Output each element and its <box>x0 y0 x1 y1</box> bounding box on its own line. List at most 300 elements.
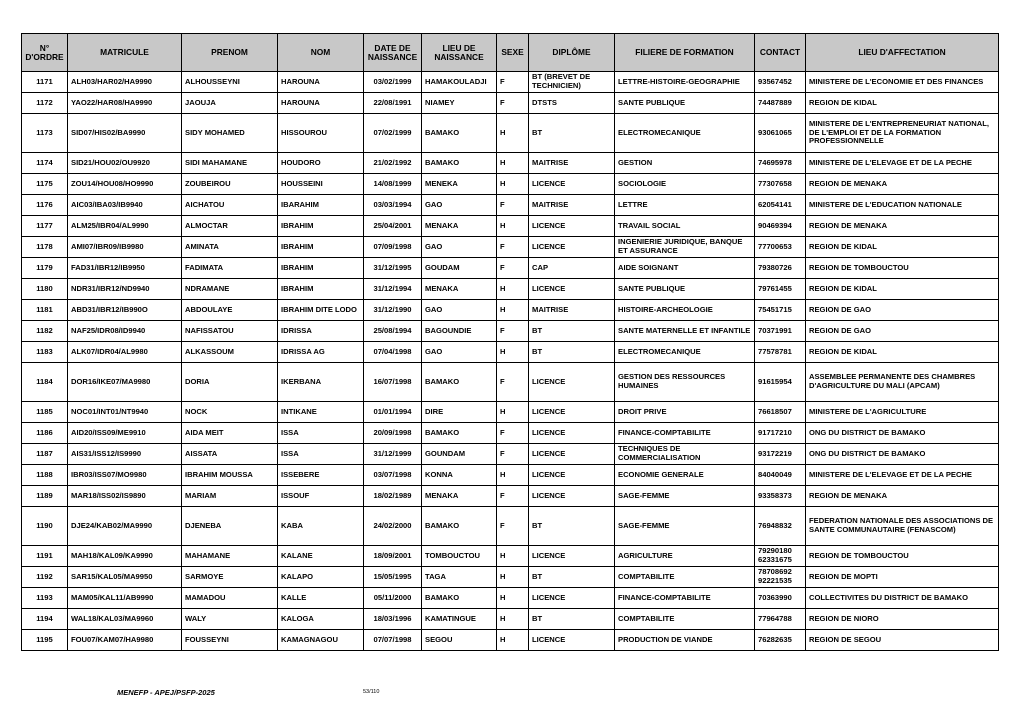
cell-contact: 74695978 <box>755 153 806 174</box>
col-header-filiere: FILIERE DE FORMATION <box>615 34 755 72</box>
cell-lieu: GAO <box>422 195 497 216</box>
cell-sexe: F <box>497 321 529 342</box>
cell-lieu: MENEKA <box>422 174 497 195</box>
cell-contact: 93567452 <box>755 72 806 93</box>
table-row <box>22 195 999 216</box>
cell-diplome: CAP <box>529 258 615 279</box>
cell-date: 25/04/2001 <box>364 216 422 237</box>
table-row <box>22 258 999 279</box>
cell-num: 1193 <box>22 588 68 609</box>
cell-lieu: NIAMEY <box>422 93 497 114</box>
cell-nom: KALOGA <box>278 609 364 630</box>
cell-date: 01/01/1994 <box>364 402 422 423</box>
cell-date: 31/12/1995 <box>364 258 422 279</box>
cell-num: 1177 <box>22 216 68 237</box>
cell-num: 1195 <box>22 630 68 651</box>
cell-diplome: LICENCE <box>529 588 615 609</box>
table-row <box>22 444 999 465</box>
cell-filiere: SOCIOLOGIE <box>615 174 755 195</box>
cell-contact: 76282635 <box>755 630 806 651</box>
cell-nom: HOUSSEINI <box>278 174 364 195</box>
cell-num: 1190 <box>22 507 68 546</box>
cell-lieu: BAMAKO <box>422 363 497 402</box>
cell-diplome: MAITRISE <box>529 300 615 321</box>
cell-contact: 91615954 <box>755 363 806 402</box>
table-row <box>22 114 999 153</box>
cell-date: 20/09/1998 <box>364 423 422 444</box>
cell-contact: 77964788 <box>755 609 806 630</box>
table-row <box>22 423 999 444</box>
cell-sexe: F <box>497 363 529 402</box>
cell-prenom: AISSATA <box>182 444 278 465</box>
table-row <box>22 237 999 258</box>
cell-contact: 77307658 <box>755 174 806 195</box>
cell-sexe: F <box>497 93 529 114</box>
cell-num: 1192 <box>22 567 68 588</box>
cell-date: 07/09/1998 <box>364 237 422 258</box>
cell-contact: 78708692 92221535 <box>755 567 806 588</box>
cell-filiere: INGENIERIE JURIDIQUE, BANQUE ET ASSURANCE <box>615 237 755 258</box>
cell-matricule: NOC01/INT01/NT9940 <box>68 402 182 423</box>
cell-matricule: FAD31/IBR12/IB9950 <box>68 258 182 279</box>
cell-prenom: NAFISSATOU <box>182 321 278 342</box>
cell-matricule: ALM25/IBR04/AL9990 <box>68 216 182 237</box>
cell-nom: ISSA <box>278 423 364 444</box>
cell-matricule: AIC03/IBA03/IB9940 <box>68 195 182 216</box>
cell-num: 1188 <box>22 465 68 486</box>
cell-contact: 70371991 <box>755 321 806 342</box>
cell-sexe: H <box>497 402 529 423</box>
cell-lieu: GAO <box>422 300 497 321</box>
cell-lieu: GOUDAM <box>422 258 497 279</box>
table-row <box>22 153 999 174</box>
cell-nom: IBRAHIM <box>278 279 364 300</box>
cell-matricule: SID21/HOU02/OU9920 <box>68 153 182 174</box>
cell-date: 07/07/1998 <box>364 630 422 651</box>
cell-prenom: SIDI MAHAMANE <box>182 153 278 174</box>
cell-prenom: MAMADOU <box>182 588 278 609</box>
cell-contact: 90469394 <box>755 216 806 237</box>
cell-nom: IKERBANA <box>278 363 364 402</box>
cell-date: 18/03/1996 <box>364 609 422 630</box>
cell-num: 1178 <box>22 237 68 258</box>
cell-filiere: COMPTABILITE <box>615 567 755 588</box>
cell-sexe: F <box>497 237 529 258</box>
table-row <box>22 630 999 651</box>
col-header-affectation: LIEU D'AFFECTATION <box>806 34 999 72</box>
cell-lieu: DIRE <box>422 402 497 423</box>
cell-prenom: SARMOYE <box>182 567 278 588</box>
cell-filiere: LETTRE-HISTOIRE-GEOGRAPHIE <box>615 72 755 93</box>
cell-num: 1179 <box>22 258 68 279</box>
cell-filiere: GESTION <box>615 153 755 174</box>
cell-date: 14/08/1999 <box>364 174 422 195</box>
cell-nom: HOUDORO <box>278 153 364 174</box>
cell-lieu: BAMAKO <box>422 423 497 444</box>
cell-contact: 75451715 <box>755 300 806 321</box>
cell-prenom: AIDA MEIT <box>182 423 278 444</box>
cell-matricule: MAH18/KAL09/KA9990 <box>68 546 182 567</box>
cell-affectation: REGION DE MENAKA <box>806 174 999 195</box>
cell-matricule: FOU07/KAM07/HA9980 <box>68 630 182 651</box>
cell-filiere: AGRICULTURE <box>615 546 755 567</box>
cell-prenom: SIDY MOHAMED <box>182 114 278 153</box>
cell-contact: 62054141 <box>755 195 806 216</box>
cell-matricule: AMI07/IBR09/IB9980 <box>68 237 182 258</box>
cell-filiere: COMPTABILITE <box>615 609 755 630</box>
cell-num: 1183 <box>22 342 68 363</box>
cell-affectation: MINISTERE DE L'AGRICULTURE <box>806 402 999 423</box>
cell-diplome: BT <box>529 114 615 153</box>
cell-filiere: AIDE SOIGNANT <box>615 258 755 279</box>
cell-lieu: SEGOU <box>422 630 497 651</box>
table-body <box>22 72 999 651</box>
cell-lieu: BAGOUNDIE <box>422 321 497 342</box>
cell-diplome: LICENCE <box>529 363 615 402</box>
cell-matricule: MAR18/ISS02/IS9890 <box>68 486 182 507</box>
cell-nom: HAROUNA <box>278 72 364 93</box>
cell-num: 1186 <box>22 423 68 444</box>
cell-num: 1174 <box>22 153 68 174</box>
cell-lieu: KAMATINGUE <box>422 609 497 630</box>
cell-diplome: BT (BREVET DE TECHNICIEN) <box>529 72 615 93</box>
cell-lieu: GAO <box>422 342 497 363</box>
cell-num: 1187 <box>22 444 68 465</box>
cell-lieu: TOMBOUCTOU <box>422 546 497 567</box>
table-row <box>22 546 999 567</box>
table-row <box>22 588 999 609</box>
cell-matricule: ALK07/IDR04/AL9980 <box>68 342 182 363</box>
table-row <box>22 363 999 402</box>
cell-diplome: LICENCE <box>529 630 615 651</box>
cell-contact: 93358373 <box>755 486 806 507</box>
cell-affectation: MINISTERE DE L'ENTREPRENEURIAT NATIONAL, DE L'EMPLOI ET DE LA FORMATION PROFESSIONNELLE <box>806 114 999 153</box>
cell-date: 07/02/1999 <box>364 114 422 153</box>
cell-nom: IBRAHIM <box>278 237 364 258</box>
cell-filiere: SANTE PUBLIQUE <box>615 279 755 300</box>
cell-matricule: DJE24/KAB02/MA9990 <box>68 507 182 546</box>
cell-contact: 76948832 <box>755 507 806 546</box>
cell-nom: KALAPO <box>278 567 364 588</box>
cell-filiere: SAGE-FEMME <box>615 486 755 507</box>
cell-prenom: FADIMATA <box>182 258 278 279</box>
cell-sexe: H <box>497 300 529 321</box>
cell-sexe: H <box>497 630 529 651</box>
cell-contact: 79290180 62331675 <box>755 546 806 567</box>
cell-sexe: H <box>497 174 529 195</box>
cell-nom: ISSA <box>278 444 364 465</box>
col-header-matricule: MATRICULE <box>68 34 182 72</box>
cell-sexe: F <box>497 444 529 465</box>
cell-sexe: F <box>497 486 529 507</box>
cell-lieu: GAO <box>422 237 497 258</box>
cell-diplome: DTSTS <box>529 93 615 114</box>
cell-diplome: LICENCE <box>529 402 615 423</box>
cell-date: 18/02/1989 <box>364 486 422 507</box>
cell-matricule: NDR31/IBR12/ND9940 <box>68 279 182 300</box>
cell-sexe: H <box>497 216 529 237</box>
cell-prenom: ALMOCTAR <box>182 216 278 237</box>
cell-nom: KAMAGNAGOU <box>278 630 364 651</box>
cell-matricule: SAR15/KAL05/MA9950 <box>68 567 182 588</box>
cell-affectation: REGION DE KIDAL <box>806 342 999 363</box>
cell-prenom: FOUSSEYNI <box>182 630 278 651</box>
cell-sexe: H <box>497 114 529 153</box>
cell-date: 07/04/1998 <box>364 342 422 363</box>
cell-contact: 79761455 <box>755 279 806 300</box>
cell-num: 1194 <box>22 609 68 630</box>
cell-filiere: GESTION DES RESSOURCES HUMAINES <box>615 363 755 402</box>
cell-filiere: PRODUCTION DE VIANDE <box>615 630 755 651</box>
page-number: 53/110 <box>363 689 380 695</box>
cell-nom: KALANE <box>278 546 364 567</box>
cell-num: 1180 <box>22 279 68 300</box>
cell-date: 03/07/1998 <box>364 465 422 486</box>
cell-affectation: ONG DU DISTRICT DE BAMAKO <box>806 444 999 465</box>
cell-diplome: LICENCE <box>529 174 615 195</box>
cell-date: 25/08/1994 <box>364 321 422 342</box>
table-row <box>22 300 999 321</box>
col-header-sexe: SEXE <box>497 34 529 72</box>
cell-affectation: REGION DE TOMBOUCTOU <box>806 258 999 279</box>
cell-affectation: MINISTERE DE L'ECONOMIE ET DES FINANCES <box>806 72 999 93</box>
cell-affectation: COLLECTIVITES DU DISTRICT DE BAMAKO <box>806 588 999 609</box>
cell-affectation: REGION DE GAO <box>806 300 999 321</box>
cell-nom: ISSEBERE <box>278 465 364 486</box>
table-row <box>22 216 999 237</box>
cell-nom: IBARAHIM <box>278 195 364 216</box>
cell-matricule: ZOU14/HOU08/HO9990 <box>68 174 182 195</box>
cell-lieu: MENAKA <box>422 216 497 237</box>
col-header-lieu: LIEU DE NAISSANCE <box>422 34 497 72</box>
cell-affectation: REGION DE KIDAL <box>806 279 999 300</box>
cell-affectation: FEDERATION NATIONALE DES ASSOCIATIONS DE SANTE COMMUNAUTAIRE (FENASCOM) <box>806 507 999 546</box>
cell-nom: ISSOUF <box>278 486 364 507</box>
table-row <box>22 567 999 588</box>
cell-matricule: WAL18/KAL03/MA9960 <box>68 609 182 630</box>
cell-diplome: LICENCE <box>529 546 615 567</box>
cell-matricule: AIS31/ISS12/IS9990 <box>68 444 182 465</box>
cell-contact: 91717210 <box>755 423 806 444</box>
cell-affectation: REGION DE MOPTI <box>806 567 999 588</box>
table-row <box>22 465 999 486</box>
cell-num: 1185 <box>22 402 68 423</box>
table-row <box>22 609 999 630</box>
cell-prenom: MAHAMANE <box>182 546 278 567</box>
cell-date: 21/02/1992 <box>364 153 422 174</box>
cell-sexe: F <box>497 258 529 279</box>
cell-prenom: MARIAM <box>182 486 278 507</box>
cell-filiere: HISTOIRE-ARCHEOLOGIE <box>615 300 755 321</box>
cell-num: 1171 <box>22 72 68 93</box>
table-row <box>22 321 999 342</box>
cell-nom: INTIKANE <box>278 402 364 423</box>
cell-date: 31/12/1994 <box>364 279 422 300</box>
cell-num: 1172 <box>22 93 68 114</box>
cell-contact: 74487889 <box>755 93 806 114</box>
cell-affectation: REGION DE MENAKA <box>806 216 999 237</box>
cell-affectation: ASSEMBLEE PERMANENTE DES CHAMBRES D'AGRICULTURE DU MALI (APCAM) <box>806 363 999 402</box>
cell-num: 1191 <box>22 546 68 567</box>
cell-diplome: BT <box>529 342 615 363</box>
cell-nom: HAROUNA <box>278 93 364 114</box>
table-row <box>22 402 999 423</box>
cell-sexe: H <box>497 609 529 630</box>
cell-contact: 77578781 <box>755 342 806 363</box>
cell-diplome: LICENCE <box>529 465 615 486</box>
cell-sexe: H <box>497 342 529 363</box>
cell-sexe: F <box>497 72 529 93</box>
cell-date: 24/02/2000 <box>364 507 422 546</box>
cell-prenom: AICHATOU <box>182 195 278 216</box>
cell-affectation: MINISTERE DE L'ELEVAGE ET DE LA PECHE <box>806 153 999 174</box>
cell-nom: IBRAHIM <box>278 216 364 237</box>
cell-date: 31/12/1990 <box>364 300 422 321</box>
cell-sexe: H <box>497 546 529 567</box>
cell-date: 16/07/1998 <box>364 363 422 402</box>
cell-filiere: DROIT PRIVE <box>615 402 755 423</box>
table-row <box>22 93 999 114</box>
cell-contact: 93172219 <box>755 444 806 465</box>
cell-lieu: GOUNDAM <box>422 444 497 465</box>
cell-num: 1189 <box>22 486 68 507</box>
cell-nom: IDRISSA AG <box>278 342 364 363</box>
cell-date: 31/12/1999 <box>364 444 422 465</box>
cell-num: 1182 <box>22 321 68 342</box>
cell-affectation: MINISTERE DE L'ELEVAGE ET DE LA PECHE <box>806 465 999 486</box>
cell-prenom: JAOUJA <box>182 93 278 114</box>
cell-date: 03/03/1994 <box>364 195 422 216</box>
cell-lieu: HAMAKOULADJI <box>422 72 497 93</box>
cell-contact: 93061065 <box>755 114 806 153</box>
cell-num: 1175 <box>22 174 68 195</box>
cell-date: 15/05/1995 <box>364 567 422 588</box>
cell-diplome: MAITRISE <box>529 153 615 174</box>
cell-prenom: ALHOUSSEYNI <box>182 72 278 93</box>
cell-diplome: MAITRISE <box>529 195 615 216</box>
cell-lieu: BAMAKO <box>422 507 497 546</box>
table-row <box>22 486 999 507</box>
cell-sexe: F <box>497 507 529 546</box>
cell-matricule: NAF25/IDR08/ID9940 <box>68 321 182 342</box>
cell-matricule: SID07/HIS02/BA9990 <box>68 114 182 153</box>
roster-table <box>21 33 999 651</box>
cell-prenom: WALY <box>182 609 278 630</box>
cell-matricule: YAO22/HAR08/HA9990 <box>68 93 182 114</box>
cell-contact: 77700653 <box>755 237 806 258</box>
cell-num: 1184 <box>22 363 68 402</box>
table-row <box>22 174 999 195</box>
cell-prenom: NOCK <box>182 402 278 423</box>
cell-prenom: IBRAHIM MOUSSA <box>182 465 278 486</box>
cell-filiere: LETTRE <box>615 195 755 216</box>
cell-nom: KABA <box>278 507 364 546</box>
cell-lieu: KONNA <box>422 465 497 486</box>
cell-diplome: BT <box>529 507 615 546</box>
cell-diplome: LICENCE <box>529 216 615 237</box>
cell-contact: 70363990 <box>755 588 806 609</box>
cell-lieu: BAMAKO <box>422 153 497 174</box>
cell-lieu: MENAKA <box>422 279 497 300</box>
cell-prenom: DJENEBA <box>182 507 278 546</box>
cell-diplome: LICENCE <box>529 237 615 258</box>
cell-filiere: ELECTROMECANIQUE <box>615 114 755 153</box>
cell-lieu: TAGA <box>422 567 497 588</box>
cell-lieu: MENAKA <box>422 486 497 507</box>
col-header-contact: CONTACT <box>755 34 806 72</box>
cell-prenom: AMINATA <box>182 237 278 258</box>
cell-sexe: F <box>497 195 529 216</box>
col-header-diplome: DIPLÔME <box>529 34 615 72</box>
cell-matricule: AID20/ISS09/ME9910 <box>68 423 182 444</box>
cell-matricule: DOR16/IKE07/MA9980 <box>68 363 182 402</box>
cell-sexe: H <box>497 465 529 486</box>
cell-matricule: IBR03/ISS07/MO9980 <box>68 465 182 486</box>
cell-filiere: ELECTROMECANIQUE <box>615 342 755 363</box>
cell-nom: HISSOUROU <box>278 114 364 153</box>
cell-filiere: TRAVAIL SOCIAL <box>615 216 755 237</box>
cell-date: 22/08/1991 <box>364 93 422 114</box>
cell-filiere: FINANCE-COMPTABILITE <box>615 423 755 444</box>
col-header-ordre: N° D'ORDRE <box>22 34 68 72</box>
table-row <box>22 507 999 546</box>
cell-filiere: SANTE MATERNELLE ET INFANTILE <box>615 321 755 342</box>
cell-nom: IDRISSA <box>278 321 364 342</box>
col-header-date: DATE DE NAISSANCE <box>364 34 422 72</box>
cell-affectation: MINISTERE DE L'EDUCATION NATIONALE <box>806 195 999 216</box>
cell-nom: KALLE <box>278 588 364 609</box>
cell-sexe: H <box>497 567 529 588</box>
cell-contact: 79380726 <box>755 258 806 279</box>
table-row <box>22 342 999 363</box>
cell-contact: 84040049 <box>755 465 806 486</box>
cell-diplome: LICENCE <box>529 486 615 507</box>
cell-diplome: BT <box>529 321 615 342</box>
cell-diplome: BT <box>529 609 615 630</box>
cell-nom: IBRAHIM DITE LODO <box>278 300 364 321</box>
cell-num: 1181 <box>22 300 68 321</box>
cell-contact: 76618507 <box>755 402 806 423</box>
cell-lieu: BAMAKO <box>422 114 497 153</box>
cell-matricule: MAM05/KAL11/AB9990 <box>68 588 182 609</box>
cell-filiere: TECHNIQUES DE COMMERCIALISATION <box>615 444 755 465</box>
cell-sexe: H <box>497 588 529 609</box>
cell-num: 1176 <box>22 195 68 216</box>
cell-date: 05/11/2000 <box>364 588 422 609</box>
cell-affectation: REGION DE MENAKA <box>806 486 999 507</box>
header-row <box>22 34 999 72</box>
cell-affectation: REGION DE SEGOU <box>806 630 999 651</box>
cell-affectation: REGION DE KIDAL <box>806 237 999 258</box>
cell-filiere: FINANCE-COMPTABILITE <box>615 588 755 609</box>
cell-sexe: F <box>497 423 529 444</box>
cell-num: 1173 <box>22 114 68 153</box>
col-header-prenom: PRENOM <box>182 34 278 72</box>
cell-matricule: ABD31/IBR12/IB990O <box>68 300 182 321</box>
cell-date: 03/02/1999 <box>364 72 422 93</box>
cell-sexe: H <box>497 153 529 174</box>
cell-matricule: ALH03/HAR02/HA9990 <box>68 72 182 93</box>
footer-label: MENEFP - APEJ/PSFP-2025 <box>117 688 215 697</box>
cell-filiere: ECONOMIE GENERALE <box>615 465 755 486</box>
cell-nom: IBRAHIM <box>278 258 364 279</box>
cell-date: 18/09/2001 <box>364 546 422 567</box>
table-row <box>22 72 999 93</box>
cell-affectation: REGION DE NIORO <box>806 609 999 630</box>
cell-affectation: ONG DU DISTRICT DE BAMAKO <box>806 423 999 444</box>
cell-diplome: BT <box>529 567 615 588</box>
cell-affectation: REGION DE KIDAL <box>806 93 999 114</box>
